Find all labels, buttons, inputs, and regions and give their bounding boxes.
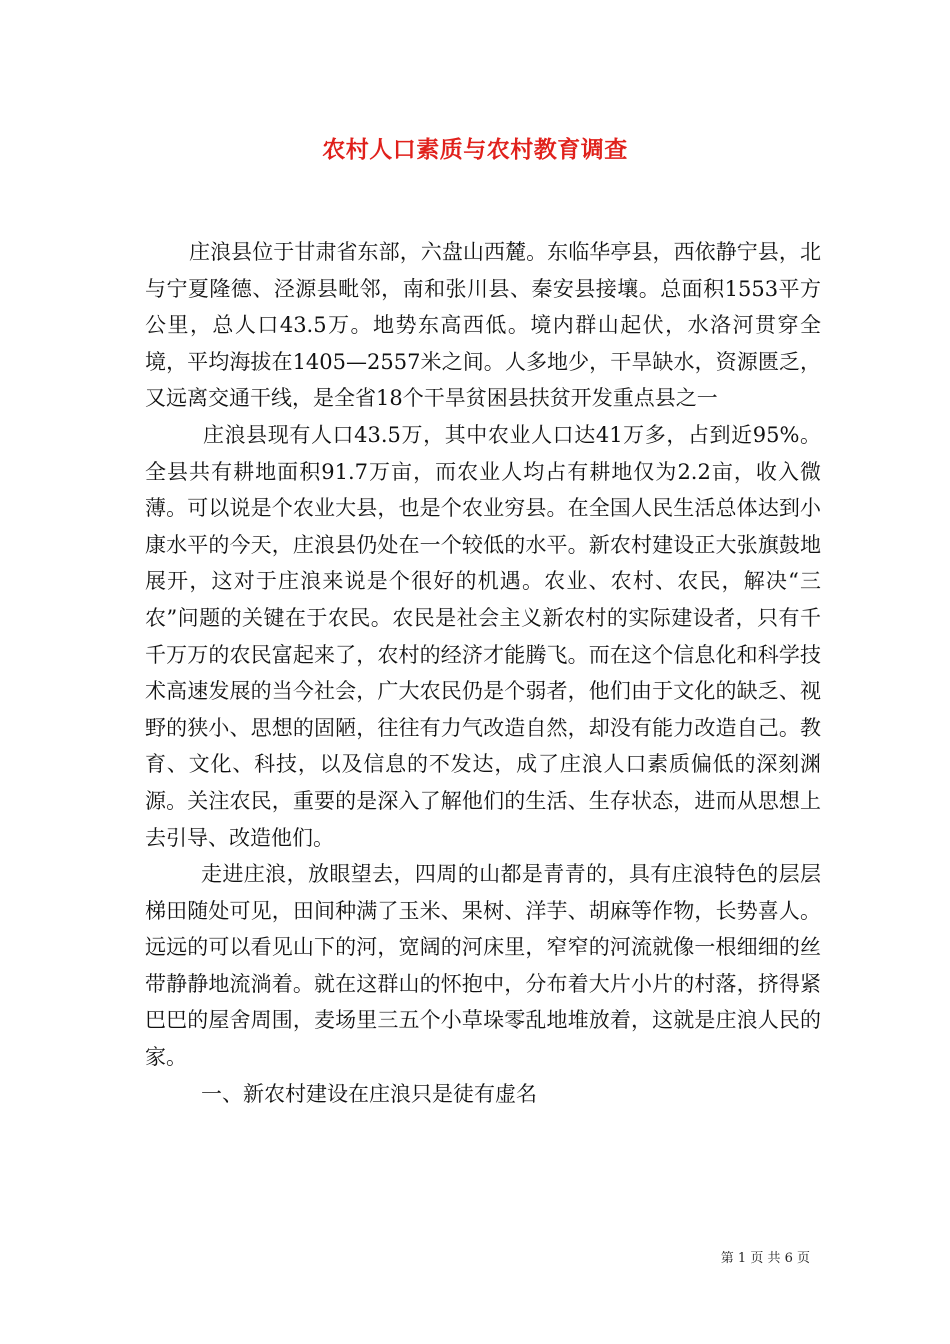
document-body <box>145 234 821 1112</box>
paragraph-1: 庄浪县位于甘肃省东部，六盘山西麓。东临华亭县，西依静宁县，北与宁夏隆德、泾源县毗邻，南和张川县、秦安县接壤。总面积1553平方公里，总人口43.5万。地势东高西低。境内群山起伏，水洛河贯穿全境，平均海拔在1405—2557米之间。人多地少，干旱缺水，资源匮乏，又远离交通干线，是全省18个干旱贫困县扶贫开发重点县之一 <box>145 240 821 411</box>
document-title: 农村人口素质与农村教育调查 <box>322 136 628 163</box>
page-number-footer: 第 1 页 共 6 页 <box>720 1251 810 1266</box>
section-heading-1: 一、新农村建设在庄浪只是徒有虚名 <box>201 1081 537 1106</box>
paragraph-3: 走进庄浪，放眼望去，四周的山都是青青的，具有庄浪特色的层层梯田随处可见，田间种满了玉米、果树、洋芋、胡麻等作物，长势喜人。远远的可以看见山下的河，宽阔的河床里，窄窄的河流就像一根细细的丝带静静地流淌着。就在这群山的怀抱中，分布着大片小片的村落，挤得紧巴巴的屋舍周围，麦场里三五个小草垛零乱地堆放着，这就是庄浪人民的家。 <box>145 862 821 1070</box>
paragraph-2: 庄浪县现有人口43.5万，其中农业人口达41万多，占到近95%。全县共有耕地面积91.7万亩，而农业人均占有耕地仅为2.2亩，收入微薄。可以说是个农业大县，也是个农业穷县。在全国人民生活总体达到小康水平的今天，庄浪县仍处在一个较低的水平。新农村建设正大张旗鼓地展开，这对于庄浪来说是个很好的机遇。农业、农村、农民，解决“三农”问题的关键在于农民。农民是社会主义新农村的实际建设者，只有千千万万的农民富起来了，农村的经济才能腾飞。而在这个信息化和科学技术高速发展的当今社会，广大农民仍是个弱者，他们由于文化的缺乏、视野的狭小、思想的固陋，往往有力气改造自然，却没有能力改造自己。教育、文化、科技，以及信息的不发达，成了庄浪人口素质偏低的深刻渊源。关注农民，重要的是深入了解他们的生活、生存状态，进而从思想上去引导、改造他们。 <box>145 422 821 850</box>
